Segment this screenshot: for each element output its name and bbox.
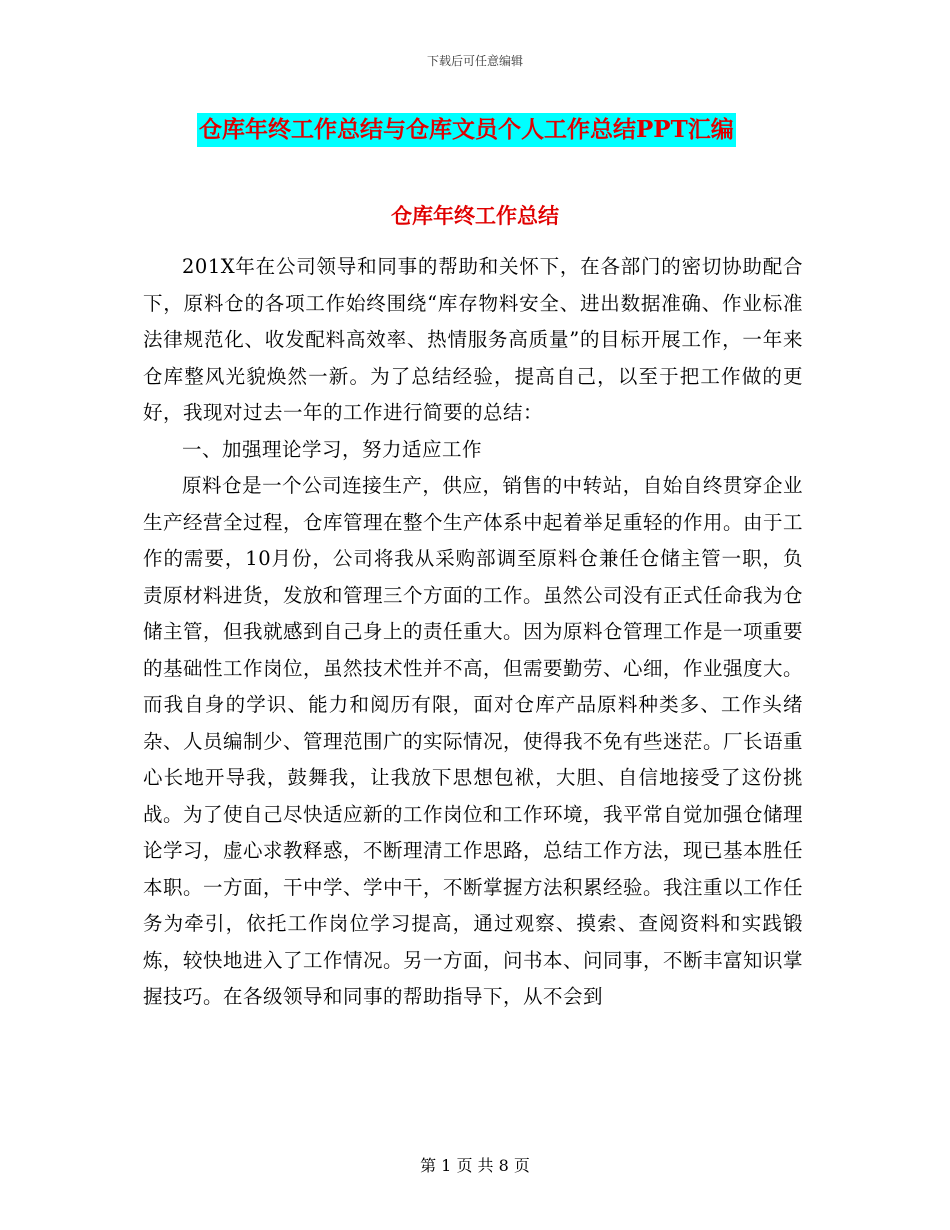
body-heading-1: 一、加强理论学习，努力适应工作 — [182, 437, 483, 461]
body-paragraph-intro: 201X年在公司领导和同事的帮助和关怀下，在各部门的密切协助配合下，原料仓的各项工作始终围绕“库存物料安全、进出数据准确、作业标准法律规范化、收发配料高效率、热情服务高质量”的目标开展工作，一年来仓库整风光貌焕然一新。为了总结经验，提高自己，以至于把工作做的更好，我现对过去一年的工作进行简要的总结： — [143, 255, 803, 424]
section-title: 仓库年终工作总结 — [391, 203, 559, 228]
body-paragraph-1: 原料仓是一个公司连接生产，供应，销售的中转站，自始自终贯穿企业生产经营全过程，仓库管理在整个生产体系中起着举足重轻的作用。由于工作的需要，10月份，公司将我从采购部调至原料仓兼任仓储主管一职，负责原材料进货，发放和管理三个方面的工作。虽然公司没有正式任命我为仓储主管，但我就感到自己身上的责任重大。因为原料仓管理工作是一项重要的基础性工作岗位，虽然技术性并不高，但需要勤劳、心细，作业强度大。而我自身的学识、能力和阅历有限，面对仓库产品原料种类多、工作头绪杂、人员编制少、管理范围广的实际情况，使得我不免有些迷茫。厂长语重心长地开导我，鼓舞我，让我放下思想包袱，大胆、自信地接受了这份挑战。为了使自己尽快适应新的工作岗位和工作环境，我平常自觉加强仓储理论学习，虚心求教释惑，不断理清工作思路，总结工作方法，现已基本胜任本职。一方面，干中学、学中干，不断掌握方法积累经验。我注重以工作任务为牵引，依托工作岗位学习提高，通过观察、摸索、查阅资料和实践锻炼，较快地进入了工作情况。另一方面，问书本、问同事，不断丰富知识掌握技巧。在各级领导和同事的帮助指导下，从不会到 — [143, 474, 804, 1008]
document-body — [143, 249, 803, 1016]
page-number-footer: 第 1 页 共 8 页 — [420, 1156, 530, 1175]
page-header-note: 下载后可任意编辑 — [426, 54, 523, 68]
document-title: 仓库年终工作总结与仓库文员个人工作总结PPT汇编 — [197, 113, 736, 147]
